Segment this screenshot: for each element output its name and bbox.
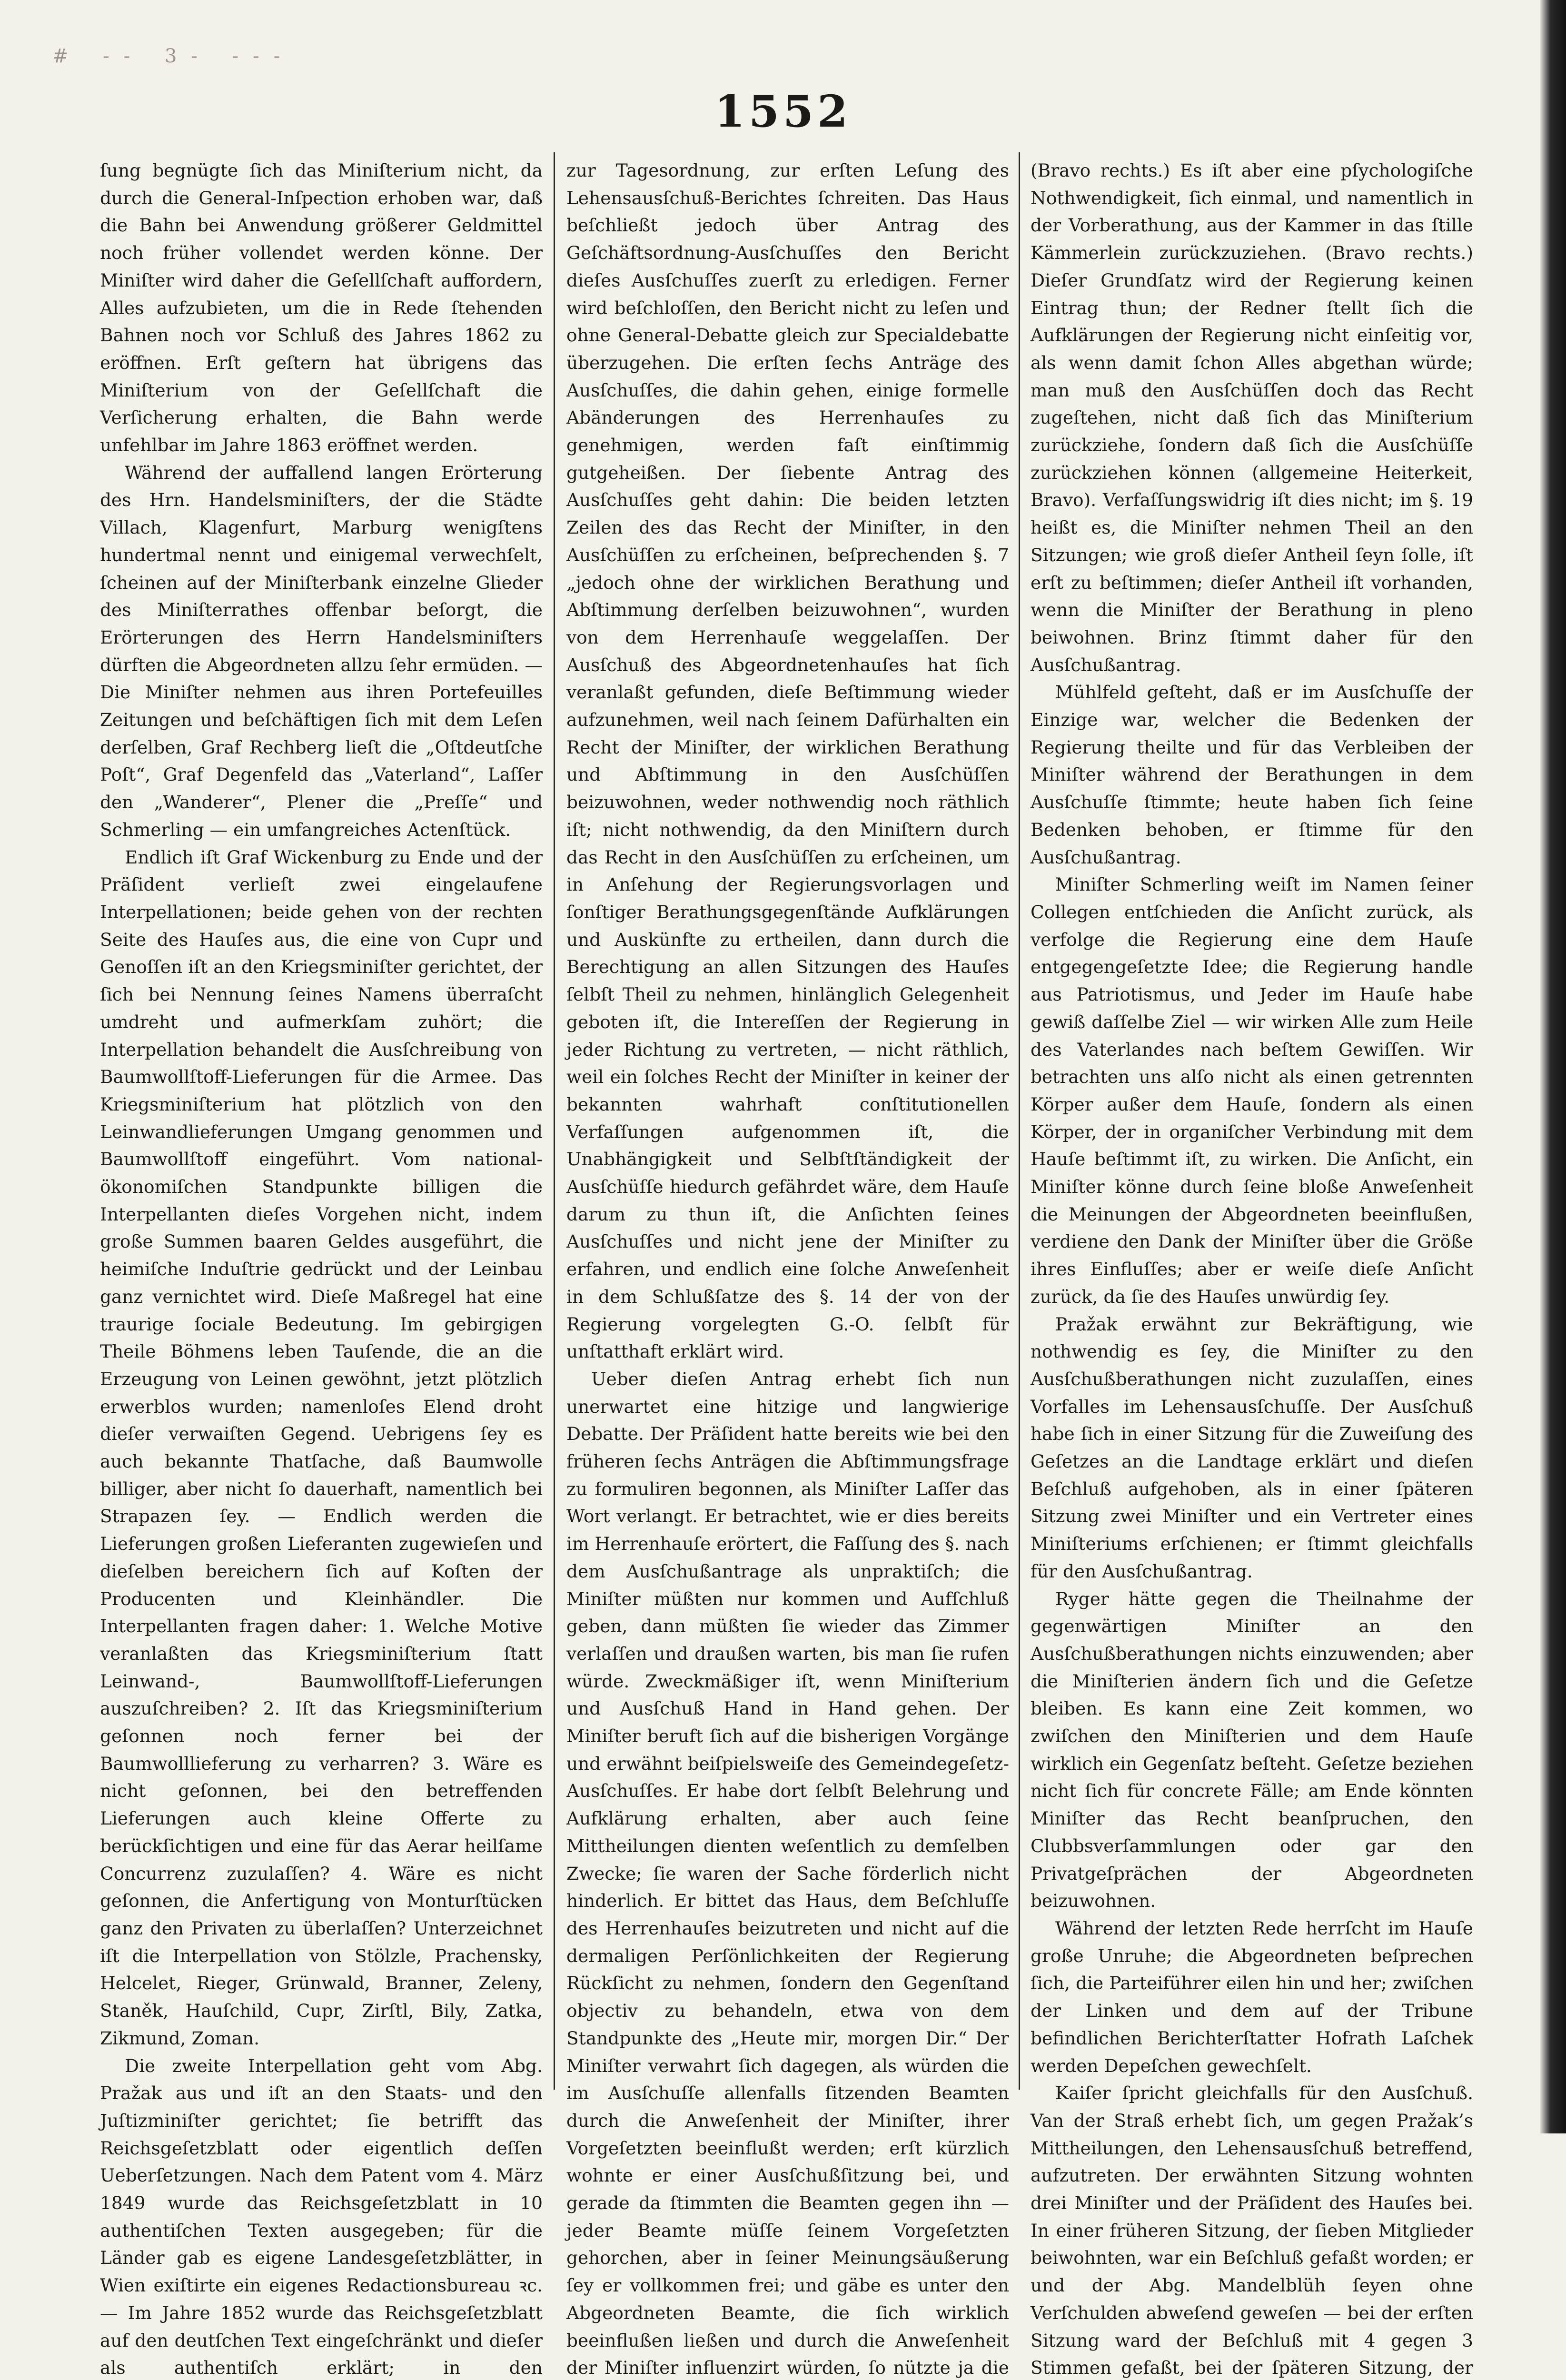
text-column-2: [566, 157, 1009, 2379]
paragraph: zur Tagesordnung, zur erſten Leſung des Lehensausſchuß-Berichtes ſchreiten. Das Haus beſchließt jedoch über Antrag des Geſchäftsordnung-Ausſchuſſes den Bericht dieſes Ausſchuſſes zuerſt zu erledigen. Ferner wird beſchloſſen, den Bericht nicht zu leſen und ohne General-Debatte gleich zur Specialdebatte überzugehen. Die erſten ſechs Anträge des Ausſchuſſes, die dahin gehen, einige formelle Abänderungen des Herrenhauſes zu genehmigen, werden faſt einſtimmig gutgeheißen. Der ſiebente Antrag des Ausſchuſſes geht dahin: Die beiden letzten Zeilen des das Recht der Miniſter, in den Ausſchüſſen zu erſcheinen, beſprechenden §. 7 „jedoch ohne der wirklichen Berathung und Abſtimmung derſelben beizuwohnen“, wurden von dem Herrenhauſe weggelaſſen. Der Ausſchuß des Abgeordnetenhauſes hat ſich veranlaßt gefunden, dieſe Beſtimmung wieder aufzunehmen, weil nach ſeinem Dafürhalten ein Recht der Miniſter, der wirklichen Berathung und Abſtimmung in den Ausſchüſſen beizuwohnen, weder nothwendig noch räthlich iſt; nicht nothwendig, da den Miniſtern durch das Recht in den Ausſchüſſen zu erſcheinen, um in Anſehung der Regierungsvorlagen und ſonſtiger Berathungsgegenſtände Aufklärungen und Auskünfte zu ertheilen, dann durch die Berechtigung an allen Sitzungen des Hauſes ſelbſt Theil zu nehmen, hinlänglich Gelegenheit geboten iſt, die Intereſſen der Regierung in jeder Richtung zu vertreten, — nicht räthlich, weil ein ſolches Recht der Miniſter in keiner der bekannten wahrhaft conſtitutionellen Verfaſſungen aufgenommen iſt, die Unabhängigkeit und Selbſtſtändigkeit der Ausſchüſſe hiedurch gefährdet wäre, dem Hauſe darum zu thun iſt, die Anſichten ſeines Ausſchuſſes und nicht jene der Miniſter zu erfahren, und endlich eine ſolche Anweſenheit in dem Schlußſatze des §. 14 der von der Regierung vorgelegten G.-O. ſelbſt für unſtatthaft erklärt wird.: [566, 160, 1009, 1362]
scan-edge: [1540, 0, 1566, 2133]
paragraph: ſung begnügte ſich das Miniſterium nicht, da durch die General-Inſpection erhoben war, daß die Bahn bei Anwendung größerer Geldmittel noch früher vollendet werden könne. Der Miniſter wird daher die Geſellſchaft auffordern, Alles aufzubieten, um die in Rede ſtehenden Bahnen noch vor Schluß des Jahres 1862 zu eröffnen. Erſt geſtern hat übrigens das Miniſterium von der Geſellſchaft die Verſicherung erhalten, die Bahn werde unfehlbar im Jahre 1863 eröffnet werden.: [100, 160, 543, 456]
text-column-1: [100, 157, 543, 2379]
text-column-3: [1031, 157, 1473, 2379]
paragraph: Kaiſer ſpricht gleichfalls für den Ausſchuß. Van der Straß erhebt ſich, um gegen Pražak’s Mittheilungen, den Lehensausſchuß betreffend, aufzutreten. Der erwähnten Sitzung wohnten drei Miniſter und der Präſident des Hauſes bei. In einer früheren Sitzung, der ſieben Mitglieder beiwohnten, war ein Beſchluß gefaßt worden; er und der Abg. Mandelblüh ſeyen ohne Verſchulden abweſend geweſen — bei der erſten Sitzung ward der Beſchluß mit 4 gegen 3 Stimmen gefaßt, bei der ſpäteren Sitzung, der: [1031, 2082, 1473, 2379]
paragraph: Ueber dieſen Antrag erhebt ſich nun unerwartet eine hitzige und langwierige Debatte. Der Präſident hatte bereits wie bei den früheren ſechs Anträgen die Abſtimmungsfrage zu formuliren begonnen, als Miniſter Laſſer das Wort verlangt. Er betrachtet, wie er dies bereits im Herrenhauſe erörtert, die Faſſung des §. nach dem Ausſchußantrage als unpraktiſch; die Miniſter müßten nur kommen und Aufſchluß geben, dann müßten ſie wieder das Zimmer verlaſſen und draußen warten, bis man ſie rufen würde. Zweckmäßiger iſt, wenn Miniſterium und Ausſchuß Hand in Hand gehen. Der Miniſter beruft ſich auf die bisherigen Vorgänge und erwähnt beiſpielsweiſe des Gemeindegeſetz-Ausſchuſſes. Er habe dort ſelbſt Belehrung und Aufklärung erhalten, aber auch ſeine Mittheilungen dienten weſentlich zu demſelben Zwecke; ſie waren der Sache förderlich nicht hinderlich. Er bittet das Haus, dem Beſchluſſe des Herrenhauſes beizutreten und nicht auf die dermaligen Perſönlichkeiten der Regierung Rückſicht zu nehmen, ſondern den Gegenſtand objectiv zu behandeln, etwa von dem Standpunkte des „Heute mir, morgen Dir.“ Der Miniſter verwahrt ſich dagegen, als würden die im Ausſchuſſe allenfalls ſitzenden Beamten durch die Anweſenheit der Miniſter, ihrer Vorgeſetzten beeinflußt werden; erſt kürzlich wohnte er einer Ausſchußſitzung bei, und gerade da ſtimmten die Beamten gegen ihn — jeder Beamte müſſe ſeinem Vorgeſetzten gehorchen, aber in ſeiner Meinungsäußerung ſey er vollkommen frei; und gäbe es unter den Abgeordneten Beamte, die ſich wirklich beeinflußen ließen und durch die Anweſenheit der Miniſter influenzirt würden, ſo nützte ja die: [566, 1368, 1009, 2379]
column-rule: [554, 152, 555, 2090]
header-marks: # -- 3- ---: [52, 45, 295, 67]
paragraph: Pražak erwähnt zur Bekräftigung, wie nothwendig es ſey, die Miniſter zu den Ausſchußberathungen nicht zuzulaſſen, eines Vorfalles im Lehensausſchuſſe. Der Ausſchuß habe ſich in einer Sitzung für die Zuweiſung des Geſetzes an die Landtage erklärt und dieſen Beſchluß aufgehoben, als in einer ſpäteren Sitzung zwei Miniſter und ein Vertreter eines Miniſteriums erſchienen; er ſtimmt gleichfalls für den Ausſchußantrag.: [1031, 1313, 1473, 1582]
paragraph: Endlich iſt Graf Wickenburg zu Ende und der Präſident verlieſt zwei eingelaufene Interpellationen; beide gehen von der rechten Seite des Hauſes aus, die eine von Cupr und Genoſſen iſt an den Kriegsminiſter gerichtet, der ſich bei Nennung ſeines Namens überraſcht umdreht und aufmerkſam zuhört; die Interpellation behandelt die Ausſchreibung von Baumwollſtoff-Lieferungen für die Armee. Das Kriegsminiſterium hat plötzlich von den Leinwandlieferungen Umgang genommen und Baumwollſtoff eingeführt. Vom national-ökonomiſchen Standpunkte billigen die Interpellanten dieſes Vorgehen nicht, indem große Summen baaren Geldes ausgeführt, die heimiſche Induſtrie gedrückt und der Leinbau ganz vernichtet wird. Dieſe Maßregel hat eine traurige ſociale Bedeutung. Im gebirgigen Theile Böhmens leben Tauſende, die an die Erzeugung von Leinen gewöhnt, jetzt plötzlich erwerblos wurden; namenloſes Elend droht dieſer verwaiſten Gegend. Uebrigens ſey es auch bekannte Thatſache, daß Baumwolle billiger, aber nicht ſo dauerhaft, namentlich bei Strapazen ſey. — Endlich werden die Lieferungen großen Lieferanten zugewieſen und dieſelben bereichern ſich auf Koſten der Producenten und Kleinhändler. Die Interpellanten fragen daher: 1. Welche Motive veranlaßten das Kriegsminiſterium ſtatt Leinwand-, Baumwollſtoff-Lieferungen auszuſchreiben? 2. Iſt das Kriegsminiſterium geſonnen noch ferner bei der Baumwolllieferung zu verharren? 3. Wäre es nicht geſonnen, bei den betreffenden Lieferungen auch kleine Offerte zu berückſichtigen und eine für das Aerar heilſame Concurrenz zuzulaſſen? 4. Wäre es nicht geſonnen, die Anfertigung von Monturſtücken ganz den Privaten zu überlaſſen? Unterzeichnet iſt die Interpellation von Stölzle, Prachensky, Helcelet, Rieger, Grünwald, Branner, Zeleny, Staněk, Hauſchild, Cupr, Zirſtl, Bily, Zatka, Zikmund, Zoman.: [100, 846, 543, 2049]
paragraph: Mühlfeld geſteht, daß er im Ausſchuſſe der Einzige war, welcher die Bedenken der Regierung theilte und für das Verbleiben der Miniſter während der Berathungen in dem Ausſchuſſe ſtimmte; heute haben ſich ſeine Bedenken behoben, er ſtimme für den Ausſchußantrag.: [1031, 682, 1473, 868]
paragraph: Die zweite Interpellation geht vom Abg. Pražak aus und iſt an den Staats- und den Juſtizminiſter gerichtet; ſie betrifft das Reichsgeſetzblatt oder eigentlich deſſen Ueberſetzungen. Nach dem Patent vom 4. März 1849 wurde das Reichsgeſetzblatt in 10 authentiſchen Texten ausgegeben; für die Länder gab es eigene Landesgeſetzblätter, in Wien exiſtirte ein eigenes Redactionsbureau ꝛc. — Im Jahre 1852 wurde das Reichsgeſetzblatt auf den deutſchen Text eingeſchränkt und dieſer als authentiſch erklärt; in den: [100, 2055, 543, 2379]
paragraph: (Bravo rechts.) Es iſt aber eine pſychologiſche Nothwendigkeit, ſich einmal, und namentlich in der Vorberathung, aus der Kammer in das ſtille Kämmerlein zurückzuziehen. (Bravo rechts.) Dieſer Grundſatz wird der Regierung keinen Eintrag thun; der Redner ſtellt ſich die Aufklärungen der Regierung nicht einſeitig vor, als wenn damit ſchon Alles abgethan würde; man muß den Ausſchüſſen doch das Recht zugeſtehen, nicht daß ſich das Miniſterium zurückziehe, ſondern daß ſich die Ausſchüſſe zurückziehen können (allgemeine Heiterkeit, Bravo). Verfaſſungswidrig iſt dies nicht; im §. 19 heißt es, die Miniſter nehmen Theil an den Sitzungen; wie groß dieſer Antheil ſeyn ſolle, iſt erſt zu beſtimmen; dieſer Antheil iſt vorhanden, wenn die Miniſter der Berathung in pleno beiwohnen. Brinz ſtimmt daher für den Ausſchußantrag.: [1031, 160, 1473, 675]
paragraph: Während der letzten Rede herrſcht im Hauſe große Unruhe; die Abgeordneten beſprechen ſich, die Parteiführer eilen hin und her; zwiſchen der Linken und dem auf der Tribune befindlichen Berichterſtatter Hofrath Laſchek werden Depeſchen gewechſelt.: [1031, 1918, 1473, 2076]
column-rule: [1019, 152, 1020, 2090]
paragraph: Während der auffallend langen Erörterung des Hrn. Handelsminiſters, der die Städte Villach, Klagenfurt, Marburg wenigſtens hundertmal nennt und einigemal verwechſelt, ſcheinen auf der Miniſterbank einzelne Glieder des Miniſterrathes offenbar beſorgt, die Erörterungen des Herrn Handelsminiſters dürften die Abgeordneten allzu ſehr ermüden. — Die Miniſter nehmen aus ihren Portefeuilles Zeitungen und beſchäftigen ſich mit dem Leſen derſelben, Graf Rechberg lieſt die „Oſtdeutſche Poſt“, Graf Degenfeld das „Vaterland“, Laſſer den „Wanderer“, Plener die „Preſſe“ und Schmerling — ein umfangreiches Actenſtück.: [100, 462, 543, 840]
paragraph: Ryger hätte gegen die Theilnahme der gegenwärtigen Miniſter an den Ausſchußberathungen nichts einzuwenden; aber die Miniſterien ändern ſich und die Geſetze bleiben. Es kann eine Zeit kommen, wo zwiſchen den Miniſterien und dem Hauſe wirklich ein Gegenſatz beſteht. Geſetze beziehen nicht ſich für concrete Fälle; am Ende könnten Miniſter das Recht beanſpruchen, den Clubbsverſammlungen oder gar den Privatgeſprächen der Abgeordneten beizuwohnen.: [1031, 1588, 1473, 1912]
paragraph: Miniſter Schmerling weiſt im Namen ſeiner Collegen entſchieden die Anſicht zurück, als verfolge die Regierung eine dem Hauſe entgegengeſetzte Idee; die Regierung handle aus Patriotismus, und Jeder im Hauſe habe gewiß daſſelbe Ziel — wir wirken Alle zum Heile des Vaterlandes nach beſtem Gewiſſen. Wir betrachten uns alſo nicht als einen getrennten Körper außer dem Hauſe, ſondern als einen Körper, der in organiſcher Verbindung mit dem Hauſe beſtimmt iſt, zu wirken. Die Anſicht, ein Miniſter könne durch ſeine bloße Anweſenheit die Meinungen der Abgeordneten beeinflußen, verdiene den Dank der Miniſter über die Größe ihres Einfluſſes; aber er weiſe dieſe Anſicht zurück, da ſie des Hauſes unwürdig ſey.: [1031, 874, 1473, 1307]
page-number: 1552: [714, 86, 852, 137]
